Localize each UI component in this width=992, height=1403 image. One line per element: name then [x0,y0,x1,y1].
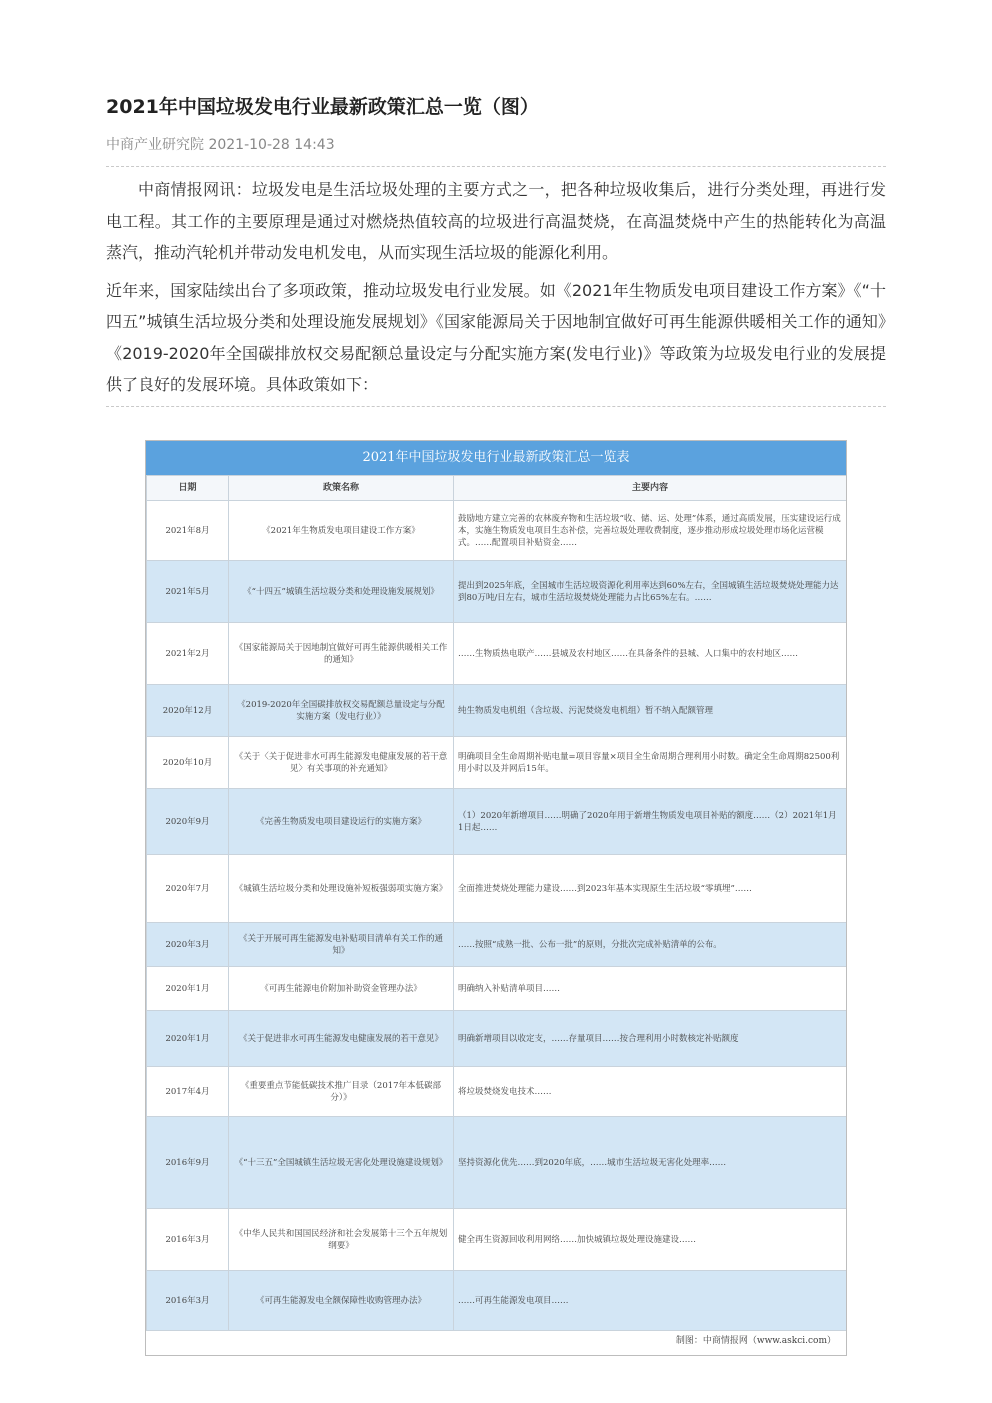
cell-content: ……按照“成熟一批、公布一批”的原则，分批次完成补贴清单的公布。 [454,923,847,967]
cell-content: ……可再生能源发电项目…… [454,1271,847,1331]
table-row [147,923,847,967]
cell-policy-name: 《城镇生活垃圾分类和处理设施补短板强弱项实施方案》 [229,855,454,923]
table-row [147,967,847,1011]
column-header-date: 日期 [147,476,229,501]
cell-content: 纯生物质发电机组（含垃圾、污泥焚烧发电机组）暂不纳入配额管理 [454,685,847,737]
policy-table-figure [145,440,847,1356]
column-header-policy: 政策名称 [229,476,454,501]
paragraph-intro: 中商情报网讯：垃圾发电是生活垃圾处理的主要方式之一，把各种垃圾收集后，进行分类处理，再进行发电工程。其工作的主要原理是通过对燃烧热值较高的垃圾进行高温焚烧，在高温焚烧中产生的热能转化为高温蒸汽，推动汽轮机并带动发电机发电，从而实现生活垃圾的能源化利用。 [106,180,886,262]
cell-date: 2020年1月 [147,1011,229,1067]
divider [106,166,886,167]
cell-policy-name: 《关于促进非水可再生能源发电健康发展的若干意见》 [229,1011,454,1067]
divider [106,406,886,407]
cell-date: 2016年9月 [147,1117,229,1209]
table-row [147,1117,847,1209]
cell-policy-name: 《“十四五”城镇生活垃圾分类和处理设施发展规划》 [229,561,454,623]
cell-date: 2017年4月 [147,1067,229,1117]
table-row [147,623,847,685]
cell-content: 鼓励地方建立完善的农林废弃物和生活垃圾“收、储、运、处理”体系，通过高质发展，压实建设运行成本，实施生物质发电项目生态补偿，完善垃圾处理收费制度，逐步推动形成垃圾处理市场化运营模式。……配置项目补贴资金…… [454,501,847,561]
cell-content: 坚持资源化优先……到2020年底，……城市生活垃圾无害化处理率…… [454,1117,847,1209]
table-row [147,855,847,923]
cell-content: 将垃圾焚烧发电技术…… [454,1067,847,1117]
cell-policy-name: 《关于开展可再生能源发电补贴项目清单有关工作的通知》 [229,923,454,967]
cell-date: 2021年8月 [147,501,229,561]
cell-policy-name: 《2021年生物质发电项目建设工作方案》 [229,501,454,561]
cell-policy-name: 《国家能源局关于因地制宜做好可再生能源供暖相关工作的通知》 [229,623,454,685]
cell-content: 提出到2025年底，全国城市生活垃圾资源化利用率达到60%左右，全国城镇生活垃圾焚烧处理能力达到80万吨/日左右，城市生活垃圾焚烧处理能力占比65%左右。…… [454,561,847,623]
cell-content: 明确项目全生命周期补贴电量=项目容量×项目全生命周期合理利用小时数。确定全生命周期82500利用小时以及并网后15年。 [454,737,847,789]
table-row [147,561,847,623]
cell-date: 2020年9月 [147,789,229,855]
table-title: 2021年中国垃圾发电行业最新政策汇总一览表 [146,441,846,475]
table-row [147,1011,847,1067]
table-row [147,1271,847,1331]
table-source: 制图：中商情报网（www.askci.com） [146,1331,846,1352]
table-row [147,789,847,855]
cell-policy-name: 《中华人民共和国国民经济和社会发展第十三个五年规划纲要》 [229,1209,454,1271]
cell-content: 明确纳入补贴清单项目…… [454,967,847,1011]
table-row [147,685,847,737]
cell-date: 2020年10月 [147,737,229,789]
cell-policy-name: 《可再生能源发电全额保障性收购管理办法》 [229,1271,454,1331]
cell-policy-name: 《可再生能源电价附加补助资金管理办法》 [229,967,454,1011]
cell-date: 2021年5月 [147,561,229,623]
cell-policy-name: 《重要重点节能低碳技术推广目录（2017年本低碳部分）》 [229,1067,454,1117]
cell-content: 明确新增项目以收定支，……存量项目……按合理利用小时数核定补贴额度 [454,1011,847,1067]
paragraph-policies: 近年来，国家陆续出台了多项政策，推动垃圾发电行业发展。如《2021年生物质发电项目建设工作方案》《“十四五”城镇生活垃圾分类和处理设施发展规划》《国家能源局关于因地制宜做好可再生能源供暖相关工作的通知》《2019-2020年全国碳排放权交易配额总量设定与分配实施方案(发电行业)》等政策为垃圾发电行业的发展提供了良好的发展环境。具体政策如下： [106,280,886,394]
column-header-content: 主要内容 [454,476,847,501]
table-row [147,1209,847,1271]
article-byline: 中商产业研究院 2021-10-28 14:43 [106,137,335,153]
table-row [147,1067,847,1117]
cell-policy-name: 《“十三五”全国城镇生活垃圾无害化处理设施建设规划》 [229,1117,454,1209]
cell-date: 2016年3月 [147,1271,229,1331]
article-title: 2021年中国垃圾发电行业最新政策汇总一览（图） [106,96,539,118]
table-row [147,737,847,789]
cell-date: 2020年12月 [147,685,229,737]
cell-date: 2020年3月 [147,923,229,967]
article [106,92,886,407]
cell-content: ……生物质热电联产……县城及农村地区……在具备条件的县城、人口集中的农村地区…… [454,623,847,685]
policy-table [146,475,847,1331]
cell-date: 2020年7月 [147,855,229,923]
cell-content: （1）2020年新增项目……明确了2020年用于新增生物质发电项目补贴的额度……（2）2021年1月1日起…… [454,789,847,855]
cell-date: 2020年1月 [147,967,229,1011]
cell-policy-name: 《关于〈关于促进非水可再生能源发电健康发展的若干意见〉有关事项的补充通知》 [229,737,454,789]
cell-content: 全面推进焚烧处理能力建设……到2023年基本实现原生生活垃圾“零填埋”…… [454,855,847,923]
table-row [147,501,847,561]
cell-content: 健全再生资源回收利用网络……加快城镇垃圾处理设施建设…… [454,1209,847,1271]
cell-date: 2021年2月 [147,623,229,685]
cell-policy-name: 《完善生物质发电项目建设运行的实施方案》 [229,789,454,855]
cell-date: 2016年3月 [147,1209,229,1271]
cell-policy-name: 《2019-2020年全国碳排放权交易配额总量设定与分配实施方案（发电行业）》 [229,685,454,737]
